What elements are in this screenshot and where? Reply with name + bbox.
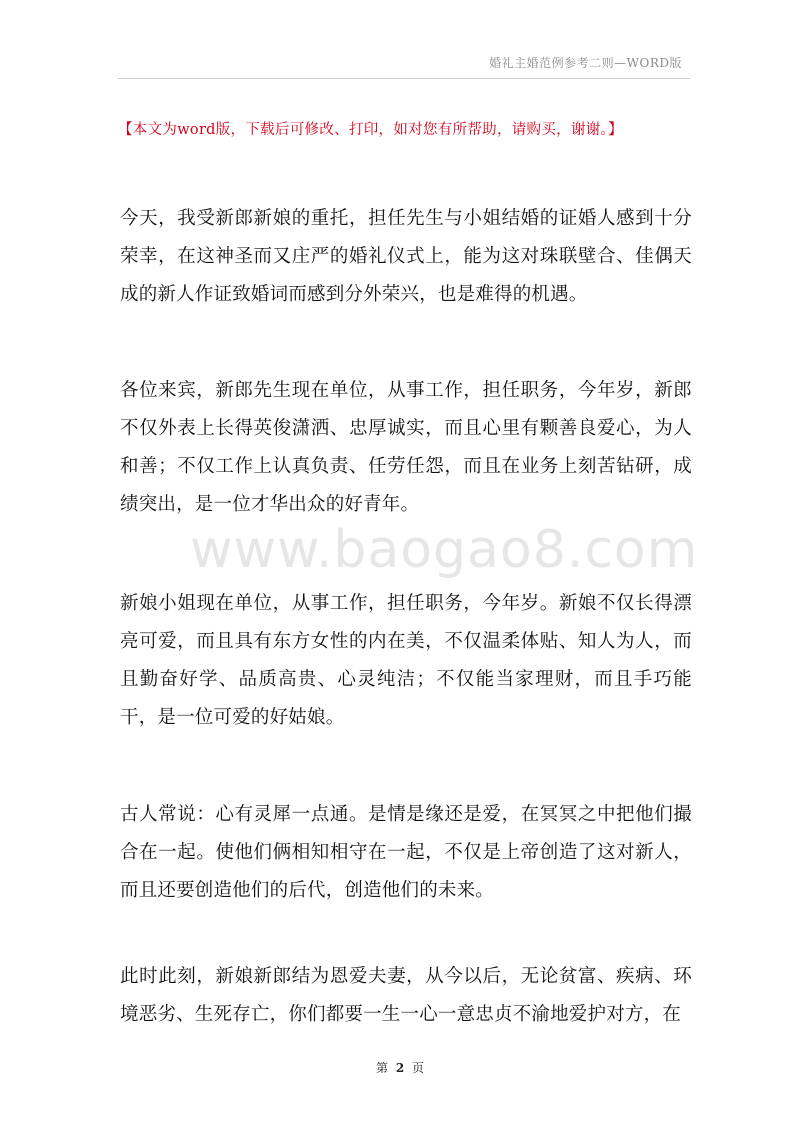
watermark: www.baogao8.com [190,520,699,580]
page-number-suffix: 页 [412,1061,425,1075]
running-header: 婚礼主婚范例参考二则—WORD版 [489,56,682,70]
body-paragraph-4: 古人常说：心有灵犀一点通。是情是缘还是爱，在冥冥之中把他们撮合在一起。使他们俩相知相守在一起，不仅是上帝创造了这对新人，而且还要创造他们的后代，创造他们的未来。 [120,804,692,901]
body-paragraph-2: 各位来宾，新郎先生现在单位，从事工作，担任职务，今年岁，新郎不仅外表上长得英俊潇洒、忠厚诚实，而且心里有颗善良爱心，为人和善；不仅工作上认真负责、任劳任怨，而且在业务上刻苦钻研，成绩突出，是一位才华出众的好青年。 [120,380,692,515]
body-paragraph-5: 此时此刻，新娘新郎结为恩爱夫妻，从今以后，无论贫富、疾病、环境恶劣、生死存亡，你们都要一生一心一意忠贞不渝地爱护对方，在 [120,966,692,1025]
page-number-prefix: 第 [375,1061,388,1075]
purchase-notice: 【本文为word版，下载后可修改、打印，如对您有所帮助，请购买，谢谢。】 [118,122,623,138]
header-divider [118,78,690,79]
body-paragraph-3: 新娘小姐现在单位，从事工作，担任职务，今年岁。新娘不仅长得漂亮可爱，而且具有东方女性的内在美，不仅温柔体贴、知人为人，而且勤奋好学、品质高贵、心灵纯洁；不仅能当家理财，而且手巧能干，是一位可爱的好姑娘。 [120,593,692,728]
page-footer [0,1059,800,1076]
page-number: 2 [395,1061,405,1075]
body-paragraph-1: 今天，我受新郎新娘的重托，担任先生与小姐结婚的证婚人感到十分荣幸，在这神圣而又庄严的婚礼仪式上，能为这对珠联壁合、佳偶天成的新人作证致婚词而感到分外荣兴，也是难得的机遇。 [120,208,692,305]
